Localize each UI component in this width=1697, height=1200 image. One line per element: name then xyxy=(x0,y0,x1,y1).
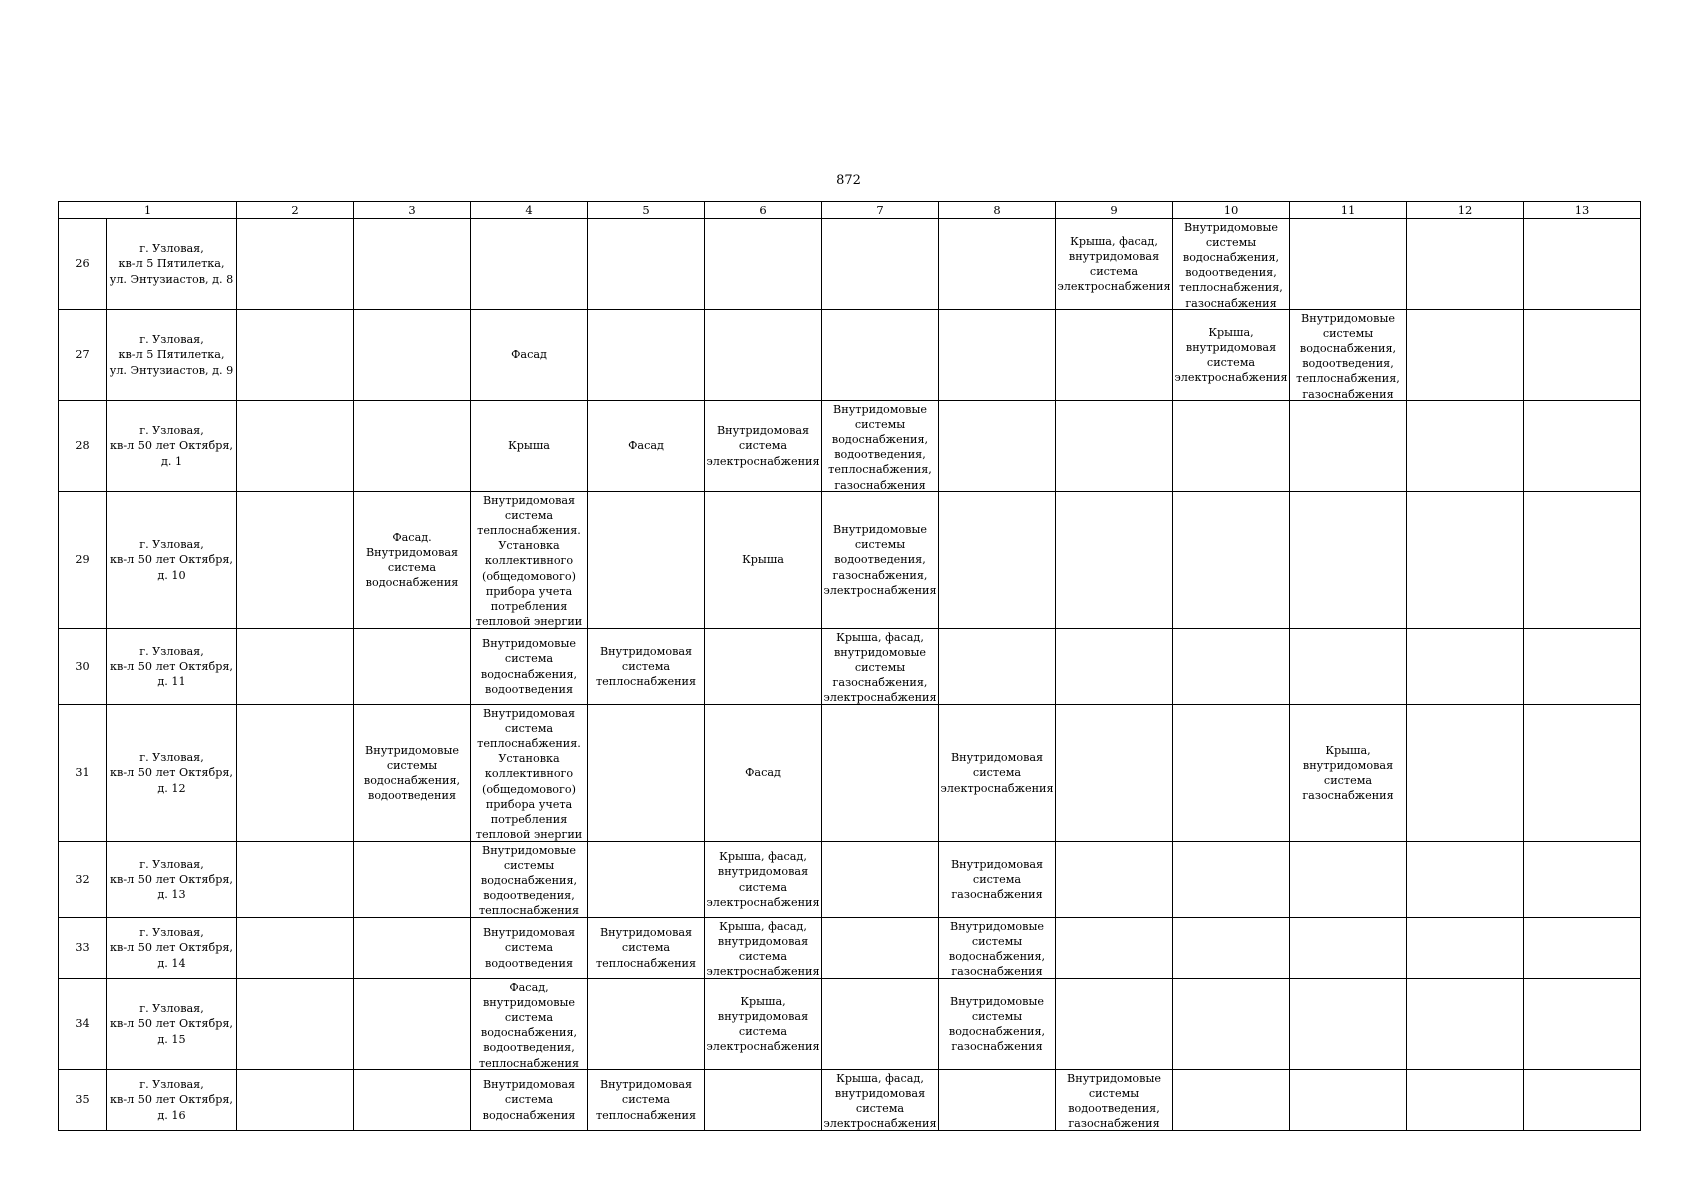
work-cell-col-11 xyxy=(1290,1070,1407,1131)
repair-schedule-table xyxy=(58,201,1641,1131)
row-number xyxy=(59,401,107,492)
work-cell-col-7-text: Крыша, фасад, внутридомовая система электроснабжения xyxy=(823,1071,937,1130)
row-number-text: 31 xyxy=(75,766,90,780)
work-cell-col-13 xyxy=(1524,705,1641,842)
work-cell-col-13 xyxy=(1524,918,1641,979)
work-cell-col-10 xyxy=(1173,629,1290,705)
work-cell-col-7 xyxy=(822,401,939,492)
work-cell-col-5 xyxy=(588,918,705,979)
work-cell-col-9 xyxy=(1056,629,1173,705)
row-number xyxy=(59,219,107,310)
work-cell-col-9 xyxy=(1056,705,1173,842)
work-cell-col-8-text: Внутридомовая система газоснабжения xyxy=(950,857,1044,902)
work-cell-col-10 xyxy=(1173,401,1290,492)
work-cell-col-9 xyxy=(1056,401,1173,492)
work-cell-col-9 xyxy=(1056,219,1173,310)
work-cell-col-5 xyxy=(588,219,705,310)
work-cell-col-11 xyxy=(1290,310,1407,401)
work-cell-col-7 xyxy=(822,979,939,1070)
work-cell-col-4-text: Внутридомовая система водоотведения xyxy=(482,926,576,970)
work-cell-col-10-text: Внутридомовые системы водоснабжения, водоотведения, теплоснабжения, газоснабжения xyxy=(1179,220,1283,309)
table-row xyxy=(59,1070,1641,1131)
work-cell-col-3 xyxy=(354,842,471,918)
work-cell-col-7 xyxy=(822,629,939,705)
row-number-text: 33 xyxy=(75,941,90,955)
work-cell-col-9 xyxy=(1056,842,1173,918)
work-cell-col-8 xyxy=(939,918,1056,979)
page-number: 872 xyxy=(836,173,861,188)
work-cell-col-4 xyxy=(471,918,588,979)
work-cell-col-3 xyxy=(354,219,471,310)
table-row xyxy=(59,918,1641,979)
work-cell-col-6 xyxy=(705,310,822,401)
row-number-text: 30 xyxy=(75,659,90,673)
work-cell-col-2 xyxy=(237,1070,354,1131)
work-cell-col-7 xyxy=(822,705,939,842)
work-cell-col-4-text: Внутридомовая система водоснабжения xyxy=(482,1078,576,1122)
work-cell-col-2 xyxy=(237,219,354,310)
table-row xyxy=(59,310,1641,401)
work-cell-col-3 xyxy=(354,310,471,401)
work-cell-col-3 xyxy=(354,979,471,1070)
address-cell xyxy=(107,918,237,979)
table-row xyxy=(59,401,1641,492)
work-cell-col-8 xyxy=(939,979,1056,1070)
work-cell-col-6 xyxy=(705,219,822,310)
work-cell-col-3 xyxy=(354,918,471,979)
work-cell-col-5-text: Внутридомовая система теплоснабжения xyxy=(595,644,697,689)
row-number xyxy=(59,310,107,401)
address-cell xyxy=(107,705,237,842)
work-cell-col-7 xyxy=(822,219,939,310)
work-cell-col-9 xyxy=(1056,918,1173,979)
work-cell-col-6-text: Крыша, внутридомовая система электроснабжения xyxy=(706,994,820,1054)
work-cell-col-6 xyxy=(705,979,822,1070)
work-cell-col-3 xyxy=(354,401,471,492)
work-cell-col-4 xyxy=(471,979,588,1070)
work-cell-col-13 xyxy=(1524,979,1641,1070)
work-cell-col-5 xyxy=(588,1070,705,1131)
table-row xyxy=(59,492,1641,629)
work-cell-col-4-text: Внутридомовая система теплоснабжения. Установка коллективного (общедомового) прибора учета потребления тепловой энергии xyxy=(475,493,583,628)
address-cell-text: г. Узловая, кв-л 50 лет Октября, д. 16 xyxy=(110,1078,233,1122)
work-cell-col-13 xyxy=(1524,310,1641,401)
work-cell-col-3 xyxy=(354,629,471,705)
column-header-11: 11 xyxy=(1290,202,1407,219)
work-cell-col-13 xyxy=(1524,629,1641,705)
work-cell-col-4-text: Внутридомовые система водоснабжения, водоотведения xyxy=(480,637,578,696)
work-cell-col-12 xyxy=(1407,918,1524,979)
work-cell-col-4 xyxy=(471,401,588,492)
address-cell-text: г. Узловая, кв-л 50 лет Октября, д. 11 xyxy=(110,644,233,689)
work-cell-col-2 xyxy=(237,842,354,918)
column-header-6: 6 xyxy=(705,202,822,219)
work-cell-col-8 xyxy=(939,629,1056,705)
work-cell-col-12 xyxy=(1407,219,1524,310)
row-number-text: 26 xyxy=(75,257,90,271)
work-cell-col-8 xyxy=(939,1070,1056,1131)
work-cell-col-7-text: Внутридомовые системы водоснабжения, водоотведения, теплоснабжения, газоснабжения xyxy=(828,402,932,491)
work-cell-col-10 xyxy=(1173,705,1290,842)
address-cell xyxy=(107,492,237,629)
work-cell-col-5 xyxy=(588,629,705,705)
work-cell-col-10-text: Крыша, внутридомовая система электроснабжения xyxy=(1174,325,1288,385)
row-number xyxy=(59,1070,107,1131)
work-cell-col-2 xyxy=(237,401,354,492)
work-cell-col-11 xyxy=(1290,401,1407,492)
row-number xyxy=(59,629,107,705)
work-cell-col-13 xyxy=(1524,219,1641,310)
work-cell-col-11 xyxy=(1290,219,1407,310)
table-row xyxy=(59,842,1641,918)
address-cell xyxy=(107,629,237,705)
work-cell-col-11-text: Внутридомовые системы водоснабжения, водоотведения, теплоснабжения, газоснабжения xyxy=(1296,311,1400,400)
work-cell-col-5-text: Внутридомовая система теплоснабжения xyxy=(595,926,697,970)
work-cell-col-7 xyxy=(822,1070,939,1131)
column-header-9: 9 xyxy=(1056,202,1173,219)
table-row xyxy=(59,219,1641,310)
work-cell-col-12 xyxy=(1407,979,1524,1070)
work-cell-col-5 xyxy=(588,492,705,629)
header-row xyxy=(59,202,1641,219)
column-header-3: 3 xyxy=(354,202,471,219)
work-cell-col-4 xyxy=(471,705,588,842)
work-cell-col-11 xyxy=(1290,979,1407,1070)
work-cell-col-13 xyxy=(1524,842,1641,918)
row-number xyxy=(59,918,107,979)
work-cell-col-3-text: Фасад. Внутридомовая система водоснабжения xyxy=(365,530,459,590)
column-header-10: 10 xyxy=(1173,202,1290,219)
work-cell-col-7 xyxy=(822,918,939,979)
work-cell-col-6 xyxy=(705,705,822,842)
work-cell-col-2 xyxy=(237,629,354,705)
work-cell-col-11-text: Крыша, внутридомовая система газоснабжения xyxy=(1302,743,1394,803)
work-cell-col-2 xyxy=(237,979,354,1070)
address-cell-text: г. Узловая, кв-л 50 лет Октября, д. 13 xyxy=(110,857,233,902)
work-cell-col-13 xyxy=(1524,1070,1641,1131)
column-header-1: 1 xyxy=(59,202,237,219)
column-header-8: 8 xyxy=(939,202,1056,219)
column-header-2: 2 xyxy=(237,202,354,219)
work-cell-col-10 xyxy=(1173,842,1290,918)
work-cell-col-8 xyxy=(939,705,1056,842)
work-cell-col-11 xyxy=(1290,492,1407,629)
work-cell-col-4-text: Фасад xyxy=(511,348,547,362)
work-cell-col-7 xyxy=(822,310,939,401)
row-number-text: 32 xyxy=(75,872,90,886)
work-cell-col-4-text: Внутридомовая система теплоснабжения. Установка коллективного (общедомового) прибора учета потребления тепловой энергии xyxy=(475,706,583,841)
work-cell-col-3 xyxy=(354,1070,471,1131)
work-cell-col-9-text: Внутридомовые системы водоотведения, газоснабжения xyxy=(1067,1071,1161,1130)
work-cell-col-2 xyxy=(237,310,354,401)
row-number xyxy=(59,492,107,629)
address-cell-text: г. Узловая, кв-л 50 лет Октября, д. 1 xyxy=(110,424,233,468)
work-cell-col-11 xyxy=(1290,842,1407,918)
work-cell-col-7-text: Внутридомовые системы водоотведения, газоснабжения, электроснабжения xyxy=(823,522,937,597)
address-cell xyxy=(107,401,237,492)
work-cell-col-10 xyxy=(1173,918,1290,979)
address-cell xyxy=(107,310,237,401)
row-number-text: 27 xyxy=(75,348,90,362)
column-header-13: 13 xyxy=(1524,202,1641,219)
work-cell-col-11 xyxy=(1290,705,1407,842)
work-cell-col-5 xyxy=(588,705,705,842)
work-cell-col-13 xyxy=(1524,401,1641,492)
address-cell-text: г. Узловая, кв-л 5 Пятилетка, ул. Энтузиастов, д. 8 xyxy=(109,242,234,286)
work-cell-col-6-text: Фасад xyxy=(745,766,781,780)
work-cell-col-3-text: Внутридомовые системы водоснабжения, водоотведения xyxy=(363,743,461,803)
work-cell-col-4 xyxy=(471,219,588,310)
work-cell-col-4 xyxy=(471,629,588,705)
column-header-12: 12 xyxy=(1407,202,1524,219)
column-header-4: 4 xyxy=(471,202,588,219)
table-row xyxy=(59,629,1641,705)
work-cell-col-9-text: Крыша, фасад, внутридомовая система электроснабжения xyxy=(1057,234,1171,294)
address-cell-text: г. Узловая, кв-л 50 лет Октября, д. 12 xyxy=(110,751,233,795)
work-cell-col-6 xyxy=(705,1070,822,1131)
column-header-5: 5 xyxy=(588,202,705,219)
work-cell-col-3 xyxy=(354,492,471,629)
work-cell-col-9 xyxy=(1056,979,1173,1070)
work-cell-col-8-text: Внутридомовые системы водоснабжения, газоснабжения xyxy=(948,994,1046,1054)
work-cell-col-6-text: Крыша, фасад, внутридомовая система электроснабжения xyxy=(706,919,820,978)
work-cell-col-6-text: Крыша, фасад, внутридомовая система электроснабжения xyxy=(706,850,820,909)
work-cell-col-9 xyxy=(1056,492,1173,629)
work-cell-col-12 xyxy=(1407,1070,1524,1131)
work-cell-col-2 xyxy=(237,492,354,629)
address-cell-text: г. Узловая, кв-л 50 лет Октября, д. 10 xyxy=(110,538,233,582)
work-cell-col-8 xyxy=(939,492,1056,629)
work-cell-col-5-text: Фасад xyxy=(628,439,664,453)
work-cell-col-8 xyxy=(939,219,1056,310)
work-cell-col-10 xyxy=(1173,1070,1290,1131)
row-number xyxy=(59,842,107,918)
address-cell xyxy=(107,1070,237,1131)
work-cell-col-5 xyxy=(588,842,705,918)
work-cell-col-7 xyxy=(822,492,939,629)
work-cell-col-4-text: Внутридомовые системы водоснабжения, водоотведения, теплоснабжения xyxy=(478,843,580,917)
row-number-text: 28 xyxy=(75,439,90,453)
work-cell-col-12 xyxy=(1407,310,1524,401)
work-cell-col-10 xyxy=(1173,310,1290,401)
work-cell-col-10 xyxy=(1173,492,1290,629)
address-cell-text: г. Узловая, кв-л 50 лет Октября, д. 15 xyxy=(110,1002,233,1046)
row-number-text: 35 xyxy=(75,1093,90,1107)
work-cell-col-6-text: Внутридомовая система электроснабжения xyxy=(706,424,820,468)
work-cell-col-7 xyxy=(822,842,939,918)
work-cell-col-6 xyxy=(705,842,822,918)
address-cell-text: г. Узловая, кв-л 50 лет Октября, д. 14 xyxy=(110,926,233,970)
work-cell-col-8 xyxy=(939,310,1056,401)
row-number-text: 34 xyxy=(75,1017,90,1031)
work-cell-col-4-text: Крыша xyxy=(508,439,550,453)
work-cell-col-12 xyxy=(1407,705,1524,842)
column-header-7: 7 xyxy=(822,202,939,219)
work-cell-col-6 xyxy=(705,492,822,629)
work-cell-col-10 xyxy=(1173,219,1290,310)
work-cell-col-2 xyxy=(237,918,354,979)
work-cell-col-13 xyxy=(1524,492,1641,629)
address-cell xyxy=(107,842,237,918)
work-cell-col-12 xyxy=(1407,492,1524,629)
work-cell-col-4 xyxy=(471,492,588,629)
work-cell-col-9 xyxy=(1056,1070,1173,1131)
row-number-text: 29 xyxy=(75,553,90,567)
work-cell-col-3 xyxy=(354,705,471,842)
work-cell-col-12 xyxy=(1407,842,1524,918)
work-cell-col-4 xyxy=(471,1070,588,1131)
work-cell-col-5 xyxy=(588,401,705,492)
work-cell-col-5-text: Внутридомовая система теплоснабжения xyxy=(595,1078,697,1122)
work-cell-col-6-text: Крыша xyxy=(742,553,784,567)
work-cell-col-2 xyxy=(237,705,354,842)
work-cell-col-6 xyxy=(705,918,822,979)
row-number xyxy=(59,705,107,842)
work-cell-col-4-text: Фасад, внутридомовые система водоснабжения, водоотведения, теплоснабжения xyxy=(478,980,580,1069)
address-cell xyxy=(107,979,237,1070)
address-cell-text: г. Узловая, кв-л 5 Пятилетка, ул. Энтузиастов, д. 9 xyxy=(109,333,234,377)
work-cell-col-8-text: Внутридомовые системы водоснабжения, газоснабжения xyxy=(948,919,1046,978)
table-row xyxy=(59,705,1641,842)
work-cell-col-8 xyxy=(939,401,1056,492)
work-cell-col-9 xyxy=(1056,310,1173,401)
work-cell-col-8-text: Внутридомовая система электроснабжения xyxy=(940,751,1054,795)
work-cell-col-4 xyxy=(471,310,588,401)
work-cell-col-11 xyxy=(1290,918,1407,979)
address-cell xyxy=(107,219,237,310)
work-cell-col-7-text: Крыша, фасад, внутридомовые системы газоснабжения, электроснабжения xyxy=(823,630,937,704)
work-cell-col-10 xyxy=(1173,979,1290,1070)
work-cell-col-5 xyxy=(588,979,705,1070)
work-cell-col-5 xyxy=(588,310,705,401)
work-cell-col-12 xyxy=(1407,401,1524,492)
work-cell-col-11 xyxy=(1290,629,1407,705)
table-row xyxy=(59,979,1641,1070)
work-cell-col-6 xyxy=(705,629,822,705)
work-cell-col-6 xyxy=(705,401,822,492)
work-cell-col-12 xyxy=(1407,629,1524,705)
work-cell-col-4 xyxy=(471,842,588,918)
work-cell-col-8 xyxy=(939,842,1056,918)
row-number xyxy=(59,979,107,1070)
